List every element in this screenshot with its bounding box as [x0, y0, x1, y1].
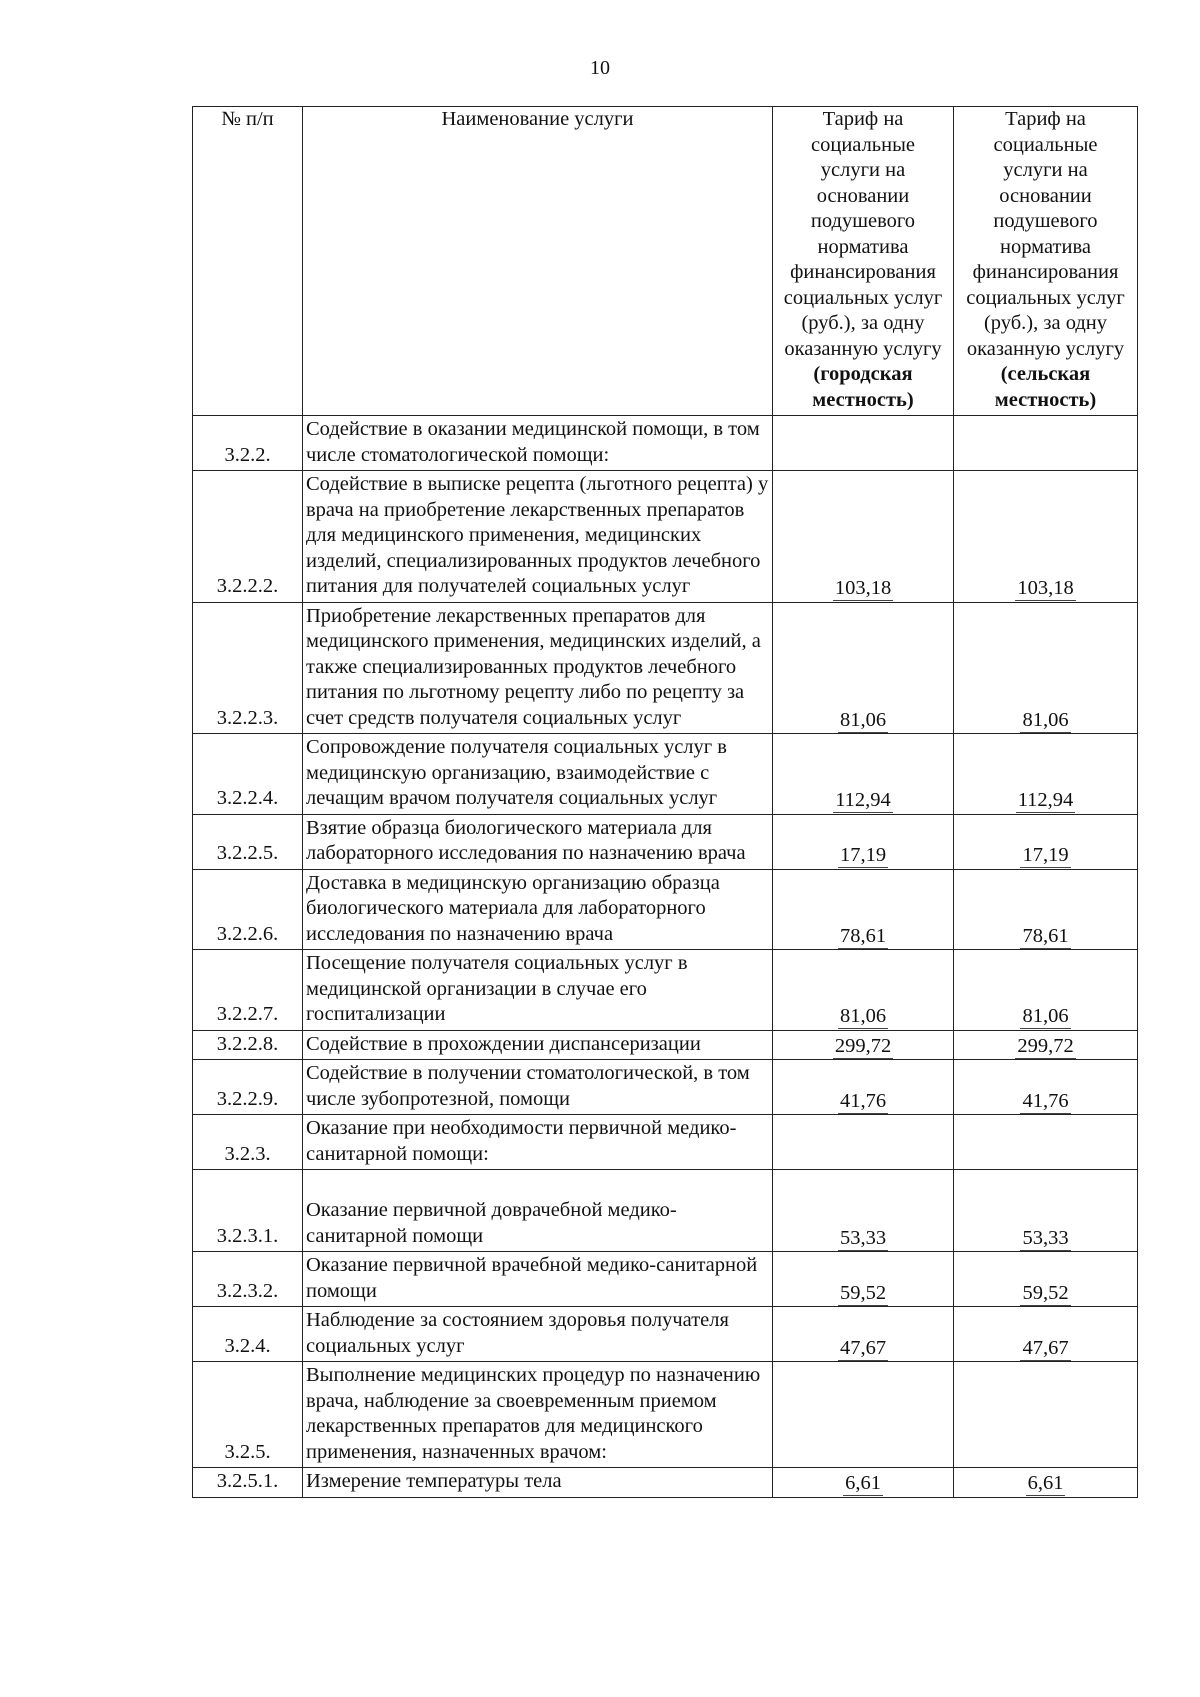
header-line: социальных услуг: [783, 286, 943, 309]
table-row: [193, 814, 1138, 869]
tariff-value: 103,18: [1017, 577, 1074, 599]
row-number: 3.2.2.7.: [193, 950, 303, 1031]
row-number: 3.2.5.: [193, 1362, 303, 1468]
table-row: [193, 471, 1138, 603]
table-row: [193, 869, 1138, 950]
service-name: Доставка в медицинскую организацию образца биологического материала для лабораторного исследования по назначению врача: [303, 869, 773, 950]
row-number: 3.2.5.1.: [193, 1468, 303, 1498]
header-line: оказанную услугу: [966, 337, 1125, 360]
tariff-city: [773, 1307, 954, 1362]
header-line: подушевого: [993, 210, 1098, 232]
row-number: 3.2.2.5.: [193, 814, 303, 869]
service-name: Оказание первичной врачебной медико-санитарной помощи: [303, 1252, 773, 1307]
tariff-value: 112,94: [1017, 789, 1074, 811]
row-number: 3.2.3.2.: [193, 1252, 303, 1307]
header-line: социальные: [993, 133, 1098, 156]
table-row: [193, 950, 1138, 1031]
row-number: 3.2.2.4.: [193, 734, 303, 815]
row-number: 3.2.3.: [193, 1115, 303, 1170]
tariff-value: 299,72: [834, 1034, 892, 1057]
tariff-rural: [954, 1060, 1138, 1115]
table-row: [193, 1170, 1138, 1252]
tariff-city: [773, 1115, 954, 1170]
tariff-rural: [954, 1252, 1138, 1307]
tariff-rural: [954, 602, 1138, 734]
tariff-value: 17,19: [839, 844, 887, 866]
tariff-value: 299,72: [1017, 1034, 1074, 1057]
tariff-value: 112,94: [835, 789, 891, 811]
header-line: финансирования: [790, 261, 936, 283]
header-line: услуги на: [820, 159, 906, 181]
row-number: 3.2.2.2.: [193, 471, 303, 603]
tariff-city: [773, 869, 954, 950]
header-line: социальные: [811, 133, 915, 156]
table-header-row: [193, 107, 1138, 416]
tariff-value: 53,33: [839, 1226, 887, 1249]
header-num: № п/п: [193, 107, 303, 416]
service-name: Содействие в выписке рецепта (льготного рецепта) у врача на приобретение лекарственных препаратов для медицинского применения, медицинских изделий, специализированных продуктов лечебного питания для получателей социальных услуг: [303, 471, 773, 603]
tariff-rural: [954, 1170, 1138, 1252]
service-name: Оказание первичной доврачебной медико-санитарной помощи: [303, 1170, 773, 1252]
table-row: [193, 1307, 1138, 1362]
tariff-city: [773, 950, 954, 1031]
header-line: норматива: [1000, 235, 1091, 258]
tariff-rural: [954, 1030, 1138, 1060]
header-line: основании: [816, 184, 910, 207]
row-number: 3.2.2.9.: [193, 1060, 303, 1115]
tariff-value: 17,19: [1022, 844, 1069, 866]
service-name: Содействие в получении стоматологической, в том числе зубопротезной, помощи: [303, 1060, 773, 1115]
tariff-value: 81,06: [839, 708, 887, 731]
header-line: оказанную услугу: [784, 337, 942, 360]
header-line: (руб.), за одну: [801, 312, 925, 334]
tariff-value: 6,61: [1027, 1472, 1064, 1494]
header-area-label: местность): [994, 388, 1097, 411]
header-name: Наименование услуги: [303, 107, 773, 416]
table-row: [193, 734, 1138, 815]
tariff-rural: [954, 869, 1138, 950]
table-row: [193, 1468, 1138, 1498]
service-name: Наблюдение за состоянием здоровья получателя социальных услуг: [303, 1307, 773, 1362]
tariff-rural: [954, 1307, 1138, 1362]
tariff-value: 78,61: [839, 924, 887, 947]
tariff-city: [773, 734, 954, 815]
tariff-city: [773, 1170, 954, 1252]
row-number: 3.2.2.8.: [193, 1030, 303, 1060]
table-row: [193, 416, 1138, 471]
header-area-label: местность): [812, 388, 914, 411]
tariff-rural: [954, 471, 1138, 603]
table-row: [193, 1115, 1138, 1170]
header-area-label: (городская: [813, 363, 913, 385]
header-line: норматива: [817, 235, 909, 258]
table-row: [193, 1030, 1138, 1060]
tariff-value: 78,61: [1022, 924, 1069, 947]
tariff-value: 103,18: [834, 577, 892, 599]
tariff-rural: [954, 1115, 1138, 1170]
tariff-value: 53,33: [1022, 1226, 1069, 1249]
tariff-rural: [954, 416, 1138, 471]
header-line: Тариф на: [822, 108, 904, 130]
row-number: 3.2.3.1.: [193, 1170, 303, 1252]
tariff-value: 41,76: [839, 1089, 887, 1112]
tariff-city: [773, 1060, 954, 1115]
row-number: 3.2.2.: [193, 416, 303, 471]
header-tariff-rural: [954, 107, 1138, 416]
tariff-city: [773, 1252, 954, 1307]
tariff-value: 59,52: [839, 1281, 887, 1304]
tariff-rural: [954, 1362, 1138, 1468]
tariff-city: [773, 1030, 954, 1060]
header-area-label: (сельская: [1000, 363, 1091, 385]
service-name: Взятие образца биологического материала для лабораторного исследования по назначению врача: [303, 814, 773, 869]
table-row: [193, 1362, 1138, 1468]
page-number: 10: [590, 57, 610, 79]
service-name: Измерение температуры тела: [303, 1468, 773, 1498]
service-name: Сопровождение получателя социальных услуг в медицинскую организацию, взаимодействие с лечащим врачом получателя социальных услуг: [303, 734, 773, 815]
service-name: Выполнение медицинских процедур по назначению врача, наблюдение за своевременным приемом лекарственных препаратов для медицинского применения, назначенных врачом:: [303, 1362, 773, 1468]
tariff-rural: [954, 950, 1138, 1031]
tariff-value: 47,67: [1022, 1336, 1069, 1359]
table-row: [193, 602, 1138, 734]
tariff-city: [773, 1468, 954, 1498]
header-line: основании: [999, 184, 1092, 207]
header-line: подушевого: [810, 210, 916, 232]
row-number: 3.2.4.: [193, 1307, 303, 1362]
table-row: [193, 1060, 1138, 1115]
tariff-value: 47,67: [839, 1336, 887, 1359]
tariff-value: 81,06: [839, 1005, 887, 1027]
header-line: услуги на: [1003, 159, 1088, 181]
header-tariff-city: [773, 107, 954, 416]
tariff-value: 81,06: [1022, 1005, 1069, 1027]
header-line: Тариф на: [1005, 108, 1086, 130]
header-line: финансирования: [972, 261, 1119, 283]
tariff-city: [773, 471, 954, 603]
tariff-rural: [954, 814, 1138, 869]
row-number: 3.2.2.3.: [193, 602, 303, 734]
tariff-rural: [954, 734, 1138, 815]
table-row: [193, 1252, 1138, 1307]
tariff-table: [192, 106, 1138, 1498]
tariff-value: 6,61: [845, 1472, 881, 1494]
tariff-city: [773, 1362, 954, 1468]
service-name: Содействие в оказании медицинской помощи, в том числе стоматологической помощи:: [303, 416, 773, 471]
tariff-rural: [954, 1468, 1138, 1498]
service-name: Оказание при необходимости первичной медико-санитарной помощи:: [303, 1115, 773, 1170]
header-line: (руб.), за одну: [983, 312, 1108, 334]
header-line: социальных услуг: [966, 286, 1125, 309]
tariff-value: 81,06: [1022, 708, 1069, 731]
service-name: Содействие в прохождении диспансеризации: [303, 1030, 773, 1060]
service-name: Приобретение лекарственных препаратов для медицинского применения, медицинских изделий, а также специализированных продуктов лечебного питания по льготному рецепту либо по рецепту за счет средств получателя социальных услуг: [303, 602, 773, 734]
tariff-value: 41,76: [1022, 1089, 1069, 1112]
tariff-value: 59,52: [1022, 1281, 1069, 1304]
tariff-city: [773, 416, 954, 471]
tariff-city: [773, 814, 954, 869]
tariff-city: [773, 602, 954, 734]
service-name: Посещение получателя социальных услуг в медицинской организации в случае его госпитализации: [303, 950, 773, 1031]
row-number: 3.2.2.6.: [193, 869, 303, 950]
table-body: [193, 416, 1138, 1498]
